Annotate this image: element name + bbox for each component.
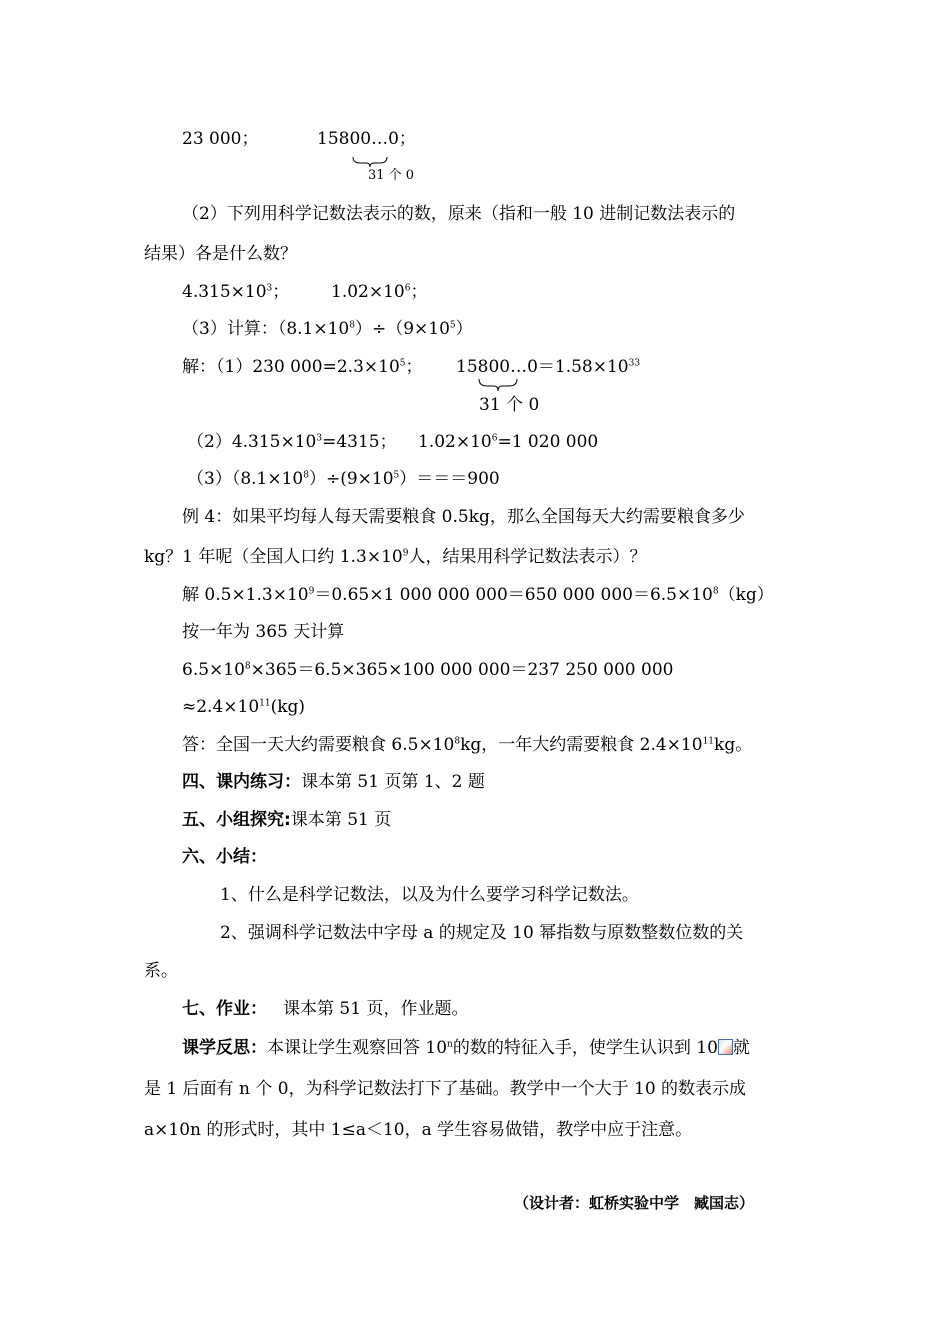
brace-caption: 31 个 0	[479, 395, 540, 415]
section4-heading: 四、课内练习：	[182, 772, 301, 792]
section7-heading: 七、作业：	[182, 999, 267, 1019]
reflection-line3: a×10n 的形式时，其中 1≤a＜10，a 学生容易做错，教学中应于注意。	[144, 1120, 693, 1140]
reflection-heading: 课学反思：	[182, 1038, 267, 1058]
brace-icon	[478, 378, 518, 392]
brace-caption: 31 个 0	[368, 168, 415, 183]
reflection-line1: 课学反思：本课让学生观察回答 10$^n$的数的特征入手，使学生认识到 10 就	[182, 1038, 750, 1058]
section7: 七、作业： 课本第 51 页，作业题。	[182, 999, 469, 1019]
question2-line1: （2）下列用科学记数法表示的数，原来（指和一般 10 进制记数法表示的	[182, 204, 736, 224]
summary-item-1: 1、什么是科学记数法，以及为什么要学习科学记数法。	[220, 885, 639, 905]
summary-item-2: 2、强调科学记数法中字母 a 的规定及 10 幂指数与原数整数位数的关	[220, 923, 744, 943]
example4-solution: 解 $0.5\times 1.3\times 10^9=0.65\times 1$ 000 000 000＝650 000 $000=6.5\times 10^8(kg)$	[182, 585, 774, 605]
example4-year: 按一年为 365 天计算	[182, 622, 345, 642]
problem1-number-a: 23 000；	[182, 129, 259, 149]
problem1-number-b: 15800…0；	[317, 129, 416, 149]
section6-heading: 六、小结：	[182, 847, 267, 867]
example4-approx: $\approx 2.4\times 10^{11}(kg)$	[182, 697, 306, 717]
example4-line1: 例 4：如果平均每人每天需要粮食 0.5kg，那么全国每天大约需要粮食多少	[182, 507, 745, 527]
question2-line2: 结果）各是什么数？	[144, 244, 297, 264]
question3: （3）计算：$(8.1\times 10^8)\div(9\times 10^5)$	[182, 319, 473, 339]
question2-item-b: $1.02\times 10^6$；	[331, 282, 428, 302]
solution1-b: $15800\dots 0=1.58\times 10^{33}$	[456, 357, 641, 377]
example4-line2: kg？1 年呢（全国人口约 $1.3\times 10^9$人，结果用科学记数法表示）？	[144, 547, 647, 567]
example4-answer: 答：全国一天大约需要粮食 $6.5\times 10^8kg$，一年大约需要粮食 $2.4\times 10^{11}kg$。	[182, 735, 753, 755]
solution3: $(3)(8.1\times 10^8)\div(9\times 10^5)===900$	[187, 469, 500, 489]
solution1-a: 解：（1）230 $000=2.3\times 10^5$；	[182, 357, 423, 377]
reflection-line2: 是 1 后面有 n 个 0，为科学记数法打下了基础。教学中一个大于 10 的数表示成	[144, 1079, 747, 1099]
broken-image-icon	[718, 1039, 733, 1055]
section5-heading: 五、小组探究:	[182, 810, 291, 830]
solution2-a: $(2)4.315\times 10^3=4315$；	[187, 432, 397, 452]
solution2-b: $1.02\times 10^6=1$ 020 000	[418, 432, 599, 452]
summary-item-2-cont: 系。	[144, 961, 178, 981]
example4-calc: $6.5\times 10^8\times 365=6.5\times 365\times 100$ 000 000＝237 250 000 000	[182, 660, 674, 680]
section5: 五、小组探究:课本第 51 页	[182, 810, 392, 830]
section4: 四、课内练习：课本第 51 页第 1、2 题	[182, 772, 485, 792]
designer-credit: （设计者：虹桥实验中学 臧国志）	[514, 1194, 755, 1212]
question2-item-a: $4.315\times 10^3$；	[182, 282, 290, 302]
